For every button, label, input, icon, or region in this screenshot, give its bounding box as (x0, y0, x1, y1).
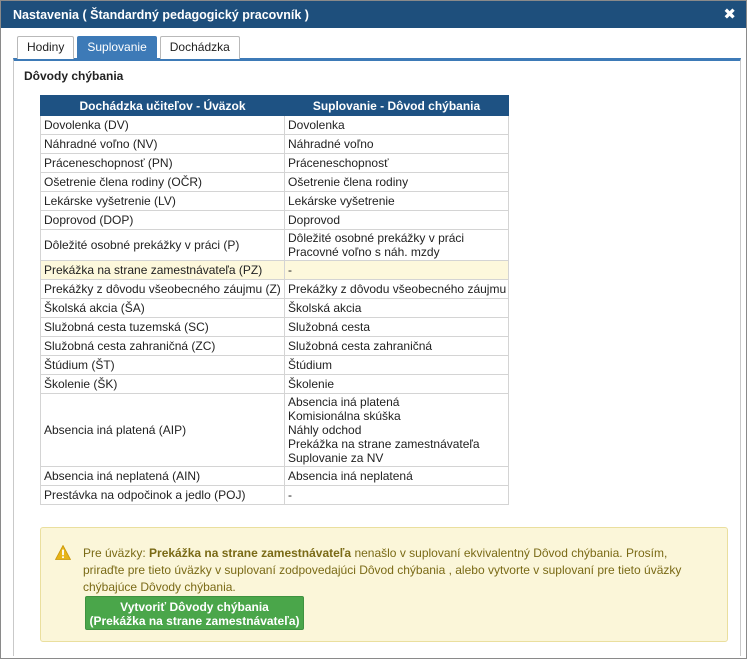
attendance-cell: Práceneschopnosť (PN) (41, 154, 285, 173)
tab-hodiny[interactable]: Hodiny (17, 36, 74, 59)
attendance-cell: Prekážky z dôvodu všeobecného záujmu (Z) (41, 280, 285, 299)
substitution-reason: Školenie (288, 377, 335, 391)
substitution-cell (285, 135, 509, 154)
close-icon[interactable]: ✖ (723, 6, 736, 23)
table-row (41, 116, 509, 135)
substitution-reason: Dovolenka (288, 118, 345, 132)
tab-bar (1, 28, 746, 58)
attendance-cell: Dôležité osobné prekážky v práci (P) (41, 230, 285, 261)
table-row (41, 173, 509, 192)
substitution-cell (285, 318, 509, 337)
table-row (41, 318, 509, 337)
table-row (41, 192, 509, 211)
substitution-cell (285, 173, 509, 192)
table-row (41, 135, 509, 154)
substitution-cell (285, 154, 509, 173)
substitution-cell (285, 116, 509, 135)
substitution-reason: Služobná cesta (288, 320, 371, 334)
substitution-reason: Štúdium (288, 358, 333, 372)
substitution-reason: Prekážky z dôvodu všeobecného záujmu (288, 282, 507, 296)
substitution-reason: Náhly odchod (288, 423, 362, 437)
attendance-cell: Prestávka na odpočinok a jedlo (POJ) (41, 486, 285, 505)
substitution-reason: Dôležité osobné prekážky v práci (288, 231, 465, 245)
table-row (41, 261, 509, 280)
table-row (41, 467, 509, 486)
table-header-row (41, 96, 509, 116)
warning-text (83, 545, 707, 596)
substitution-reason: Prekážka na strane zamestnávateľa (288, 437, 480, 451)
tab-suplovanie[interactable]: Suplovanie (77, 36, 156, 59)
substitution-cell (285, 467, 509, 486)
table-row (41, 299, 509, 318)
attendance-cell: Služobná cesta zahraničná (ZC) (41, 337, 285, 356)
tab-panel (13, 58, 741, 656)
substitution-reason: Náhradné voľno (288, 137, 374, 151)
substitution-reason: Ošetrenie člena rodiny (288, 175, 409, 189)
tab-dochadzka[interactable]: Dochádzka (160, 36, 240, 59)
substitution-reason: Lekárske vyšetrenie (288, 194, 395, 208)
warning-box (40, 527, 728, 642)
attendance-cell: Školenie (ŠK) (41, 375, 285, 394)
attendance-cell: Služobná cesta tuzemská (SC) (41, 318, 285, 337)
substitution-cell (285, 192, 509, 211)
create-button-line2: (Prekážka na strane zamestnávateľa) (89, 614, 300, 628)
attendance-cell: Lekárske vyšetrenie (LV) (41, 192, 285, 211)
warning-highlight: Prekážka na strane zamestnávateľa (149, 546, 352, 560)
dialog-titlebar (1, 1, 746, 28)
substitution-reason: Práceneschopnosť (288, 156, 389, 170)
table-body (41, 116, 509, 505)
attendance-cell: Doprovod (DOP) (41, 211, 285, 230)
substitution-reason: Doprovod (288, 213, 341, 227)
table-row (41, 356, 509, 375)
substitution-reason: Komisionálna skúška (288, 409, 401, 423)
column-header-attendance: Dochádzka učiteľov - Úväzok (41, 96, 285, 116)
substitution-cell (285, 486, 509, 505)
table-row (41, 394, 509, 467)
attendance-cell: Náhradné voľno (NV) (41, 135, 285, 154)
substitution-reason: - (288, 263, 292, 277)
attendance-cell: Školská akcia (ŠA) (41, 299, 285, 318)
substitution-reason: Absencia iná neplatená (288, 469, 413, 483)
dialog-title: Nastavenia ( Štandardný pedagogický pracovník ) (13, 7, 309, 22)
substitution-cell (285, 230, 509, 261)
substitution-cell (285, 211, 509, 230)
substitution-reason: - (288, 488, 292, 502)
warning-message: nenašlo v suplovaní ekvivalentný Dôvod chýbania. Prosím, priraďte pre tieto úväzky v suplovaní zodpovedajúci Dôvod chýbania , alebo vytvorte v suplovaní pre tieto úväzky chýbajúce Dôvody chýbania. (83, 546, 682, 594)
substitution-cell (285, 280, 509, 299)
section-title: Dôvody chýbania (24, 69, 124, 83)
substitution-cell (285, 299, 509, 318)
substitution-cell (285, 337, 509, 356)
attendance-cell: Absencia iná platená (AIP) (41, 394, 285, 467)
table-row (41, 154, 509, 173)
substitution-cell (285, 394, 509, 467)
substitution-reason: Služobná cesta zahraničná (288, 339, 433, 353)
table-row (41, 230, 509, 261)
attendance-cell: Ošetrenie člena rodiny (OČR) (41, 173, 285, 192)
warning-icon (55, 545, 71, 560)
substitution-reason: Pracovné voľno s náh. mzdy (288, 245, 440, 259)
create-reasons-button[interactable] (85, 596, 304, 630)
warning-prefix: Pre úväzky: (83, 546, 150, 560)
attendance-cell: Štúdium (ŠT) (41, 356, 285, 375)
table-row (41, 486, 509, 505)
substitution-cell (285, 375, 509, 394)
create-button-line1: Vytvoriť Dôvody chýbania (120, 600, 269, 614)
attendance-cell: Prekážka na strane zamestnávateľa (PZ) (41, 261, 285, 280)
table-row (41, 375, 509, 394)
table-row (41, 211, 509, 230)
substitution-cell (285, 261, 509, 280)
substitution-reason: Absencia iná platená (288, 395, 400, 409)
table-row (41, 280, 509, 299)
absence-mapping-table (40, 95, 509, 505)
column-header-substitution: Suplovanie - Dôvod chýbania (285, 96, 509, 116)
table-row (41, 337, 509, 356)
attendance-cell: Absencia iná neplatená (AIN) (41, 467, 285, 486)
substitution-reason: Suplovanie za NV (288, 451, 384, 465)
substitution-reason: Školská akcia (288, 301, 362, 315)
substitution-cell (285, 356, 509, 375)
attendance-cell: Dovolenka (DV) (41, 116, 285, 135)
